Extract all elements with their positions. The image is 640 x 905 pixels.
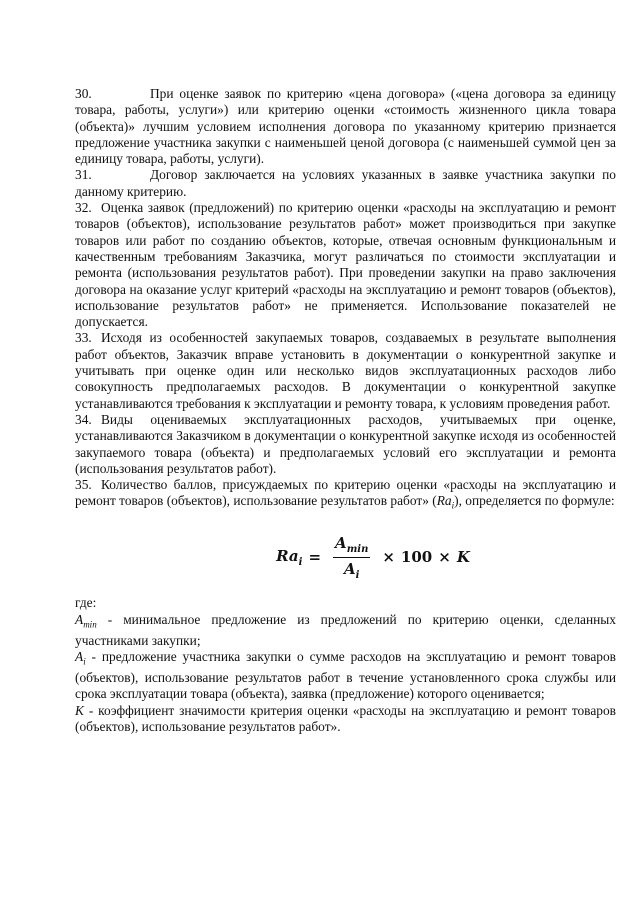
score-formula (130, 529, 616, 585)
formula-constant: 100 (400, 548, 433, 567)
definition-text: - коэффициент значимости критерия оценки «расходы на эксплуатацию и ремонт товаров (объектов), использование результатов работ». (75, 702, 616, 734)
paragraph-number: 33. (75, 330, 92, 346)
paragraph-number: 31. (75, 167, 92, 183)
paragraph-31 (75, 167, 616, 200)
definition-k (75, 703, 616, 736)
where-label: где: (75, 595, 97, 611)
formula-multiply: × (438, 548, 451, 567)
paragraph-33 (75, 330, 616, 411)
formula-denominator: $A_i$ (343, 559, 360, 581)
formula-lhs: $Ra_i$ (276, 546, 303, 568)
paragraph-35 (75, 477, 616, 514)
paragraph-text: При оценке заявок по критерию «цена договора» («цена договора за единицу товара, работы, услуги») или критерию оценки «стоимость жизненного цикла товара (объекта)» лучшим условием исполнения договора по указанному критерию признается предложение участника закупки с наименьшей ценой договора (с наименьшей суммой цен за единицу товара, работы, услуги). (75, 86, 616, 167)
paragraph-text-after: ), определяется по формуле: (454, 493, 615, 509)
definition-symbol: $A_{min}$ (75, 611, 97, 630)
paragraph-text: Исходя из особенностей закупаемых товаров, создаваемых в результате выполнения работ объектов, Заказчик вправе установить в документации о конкурентной закупке и учитывать при оценке один или несколько видов эксплуатационных расходов либо совокупность предполагаемых расходов. В документации о конкурентной закупке устанавливаются требования к эксплуатации и ремонту товара, к условиям проведения работ. (75, 330, 616, 411)
paragraph-text: Договор заключается на условиях указанных в заявке участника закупки по данному критерию. (75, 167, 616, 199)
formula-coefficient: K (456, 548, 470, 567)
paragraph-text: Виды оцениваемых эксплуатационных расходов, учитываемых при оценке, устанавливаются Заказчиком в документации о конкурентной закупке исходя из особенностей закупаемого товара (объекта) и предполагаемых условий его эксплуатации и ремонта (использования результатов работ). (75, 411, 616, 476)
formula-numerator: $A_{min}$ (333, 534, 370, 558)
paragraph-text-before: Количество баллов, присуждаемых по критерию оценки «расходы на эксплуатацию и ремонт товаров (объектов), использование результатов работ» ( (75, 477, 616, 509)
paragraph-34 (75, 412, 616, 477)
formula-multiply: × (382, 548, 395, 567)
definition-symbol: K (75, 702, 84, 718)
definition-symbol: $A_i$ (75, 648, 86, 667)
definition-text: - предложение участника закупки о сумме расходов на эксплуатацию и ремонт товаров (объектов), использование результатов работ в течение установленного срока службы или срока эксплуатации товара (объекта), заявка (предложение) которого оценивается; (75, 648, 616, 702)
paragraph-30 (75, 86, 616, 167)
paragraph-number: 35. (75, 477, 92, 493)
paragraph-text: Оценка заявок (предложений) по критерию оценки «расходы на эксплуатацию и ремонт товаров (объектов), использование результатов работ» может производиться при закупке товаров или работ по созданию объектов, которые, отвечая основным функциональным и качественным требованиям Заказчика, могут различаться по стоимости эксплуатации и ремонта (использования результатов работ). При проведении закупки на право заключения договора на оказание услуг критерий «расходы на эксплуатацию и ремонт товаров (объектов), использование результатов работ» не применяется. Использование показателей не допускается. (75, 200, 616, 330)
definition-a-min (75, 612, 616, 649)
formula-fraction (333, 534, 370, 581)
paragraph-number: 34. (75, 411, 92, 427)
formula-equals: = (308, 548, 322, 567)
paragraph-number: 32. (75, 200, 92, 216)
definition-a-i (75, 649, 616, 703)
paragraph-32 (75, 200, 616, 330)
definition-text: - минимальное предложение из предложений по критерию оценки, сделанных участниками закупки; (75, 611, 616, 648)
formula-symbol-inline: $Ra_i$ (436, 493, 455, 512)
paragraph-number: 30. (75, 86, 92, 101)
